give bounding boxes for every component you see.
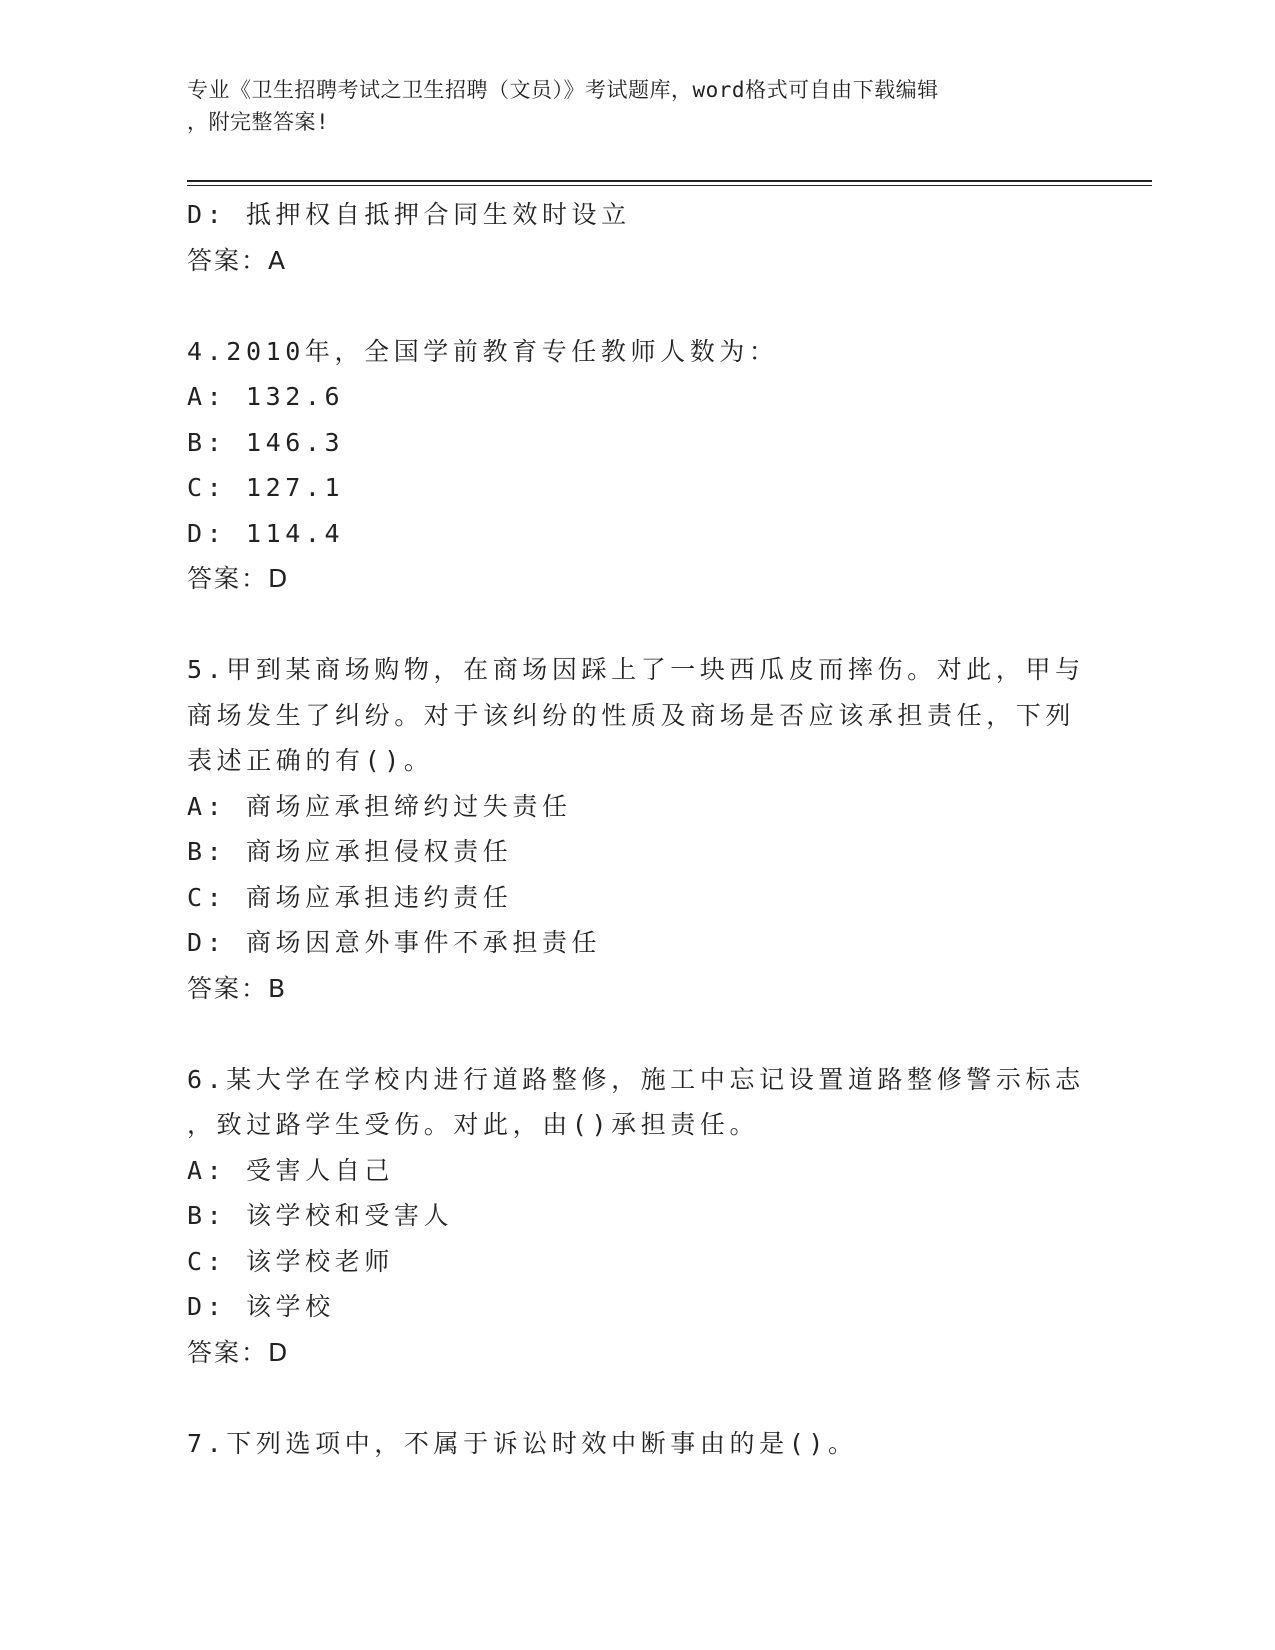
answer: 答案：A: [187, 245, 288, 275]
header-divider-thin: [187, 185, 1152, 186]
option-a: A: 商场应承担缔约过失责任: [187, 791, 572, 821]
question-6: [187, 1057, 1085, 1376]
question-4: [187, 329, 1067, 602]
option-d: D: 114.4: [187, 518, 345, 548]
header-divider-thick: [187, 180, 1152, 182]
question-stem: 4.2010年，全国学前教育专任教师人数为：: [187, 336, 779, 366]
option-b: B: 146.3: [187, 427, 345, 457]
question-list: [187, 192, 1085, 1466]
option-c: C: 该学校老师: [187, 1246, 394, 1276]
question-7: [187, 1421, 1067, 1467]
option-d: D: 抵押权自抵押合同生效时设立: [187, 200, 631, 229]
question-3: [187, 192, 1067, 283]
question-stem-line: 商场发生了纠纷。对于该纠纷的性质及商场是否应该承担责任，下列: [187, 700, 1076, 730]
option-d: D: 商场因意外事件不承担责任: [187, 928, 602, 957]
option-c: C: 商场应承担违约责任: [187, 882, 513, 912]
option-b: B: 该学校和受害人: [187, 1201, 454, 1230]
question-stem-line: 6.某大学在学校内进行道路整修，施工中忘记设置道路整修警示标志: [187, 1064, 1085, 1094]
header-line-2: ，附完整答案!: [187, 110, 330, 134]
answer: 答案：D: [187, 564, 290, 593]
option-d: D: 该学校: [187, 1292, 335, 1321]
question-5: [187, 647, 1085, 1011]
question-stem-line: 5.甲到某商场购物，在商场因踩上了一块西瓜皮而摔伤。对此，甲与: [187, 655, 1085, 684]
answer: 答案：D: [187, 1337, 290, 1367]
question-stem-line: ，致过路学生受伤。对此，由()承担责任。: [187, 1110, 760, 1139]
option-a: A: 132.6: [187, 382, 345, 411]
header-line-1: 专业《卫生招聘考试之卫生招聘（文员）》考试题库，word格式可自由下载编辑: [187, 78, 939, 102]
question-stem-line: 表述正确的有()。: [187, 746, 434, 775]
option-c: C: 127.1: [187, 473, 345, 502]
document-header: [187, 74, 1067, 138]
option-b: B: 商场应承担侵权责任: [187, 837, 513, 866]
question-stem: 7.下列选项中，不属于诉讼时效中断事由的是()。: [187, 1428, 858, 1458]
option-a: A: 受害人自己: [187, 1155, 394, 1185]
answer: 答案：B: [187, 973, 288, 1003]
